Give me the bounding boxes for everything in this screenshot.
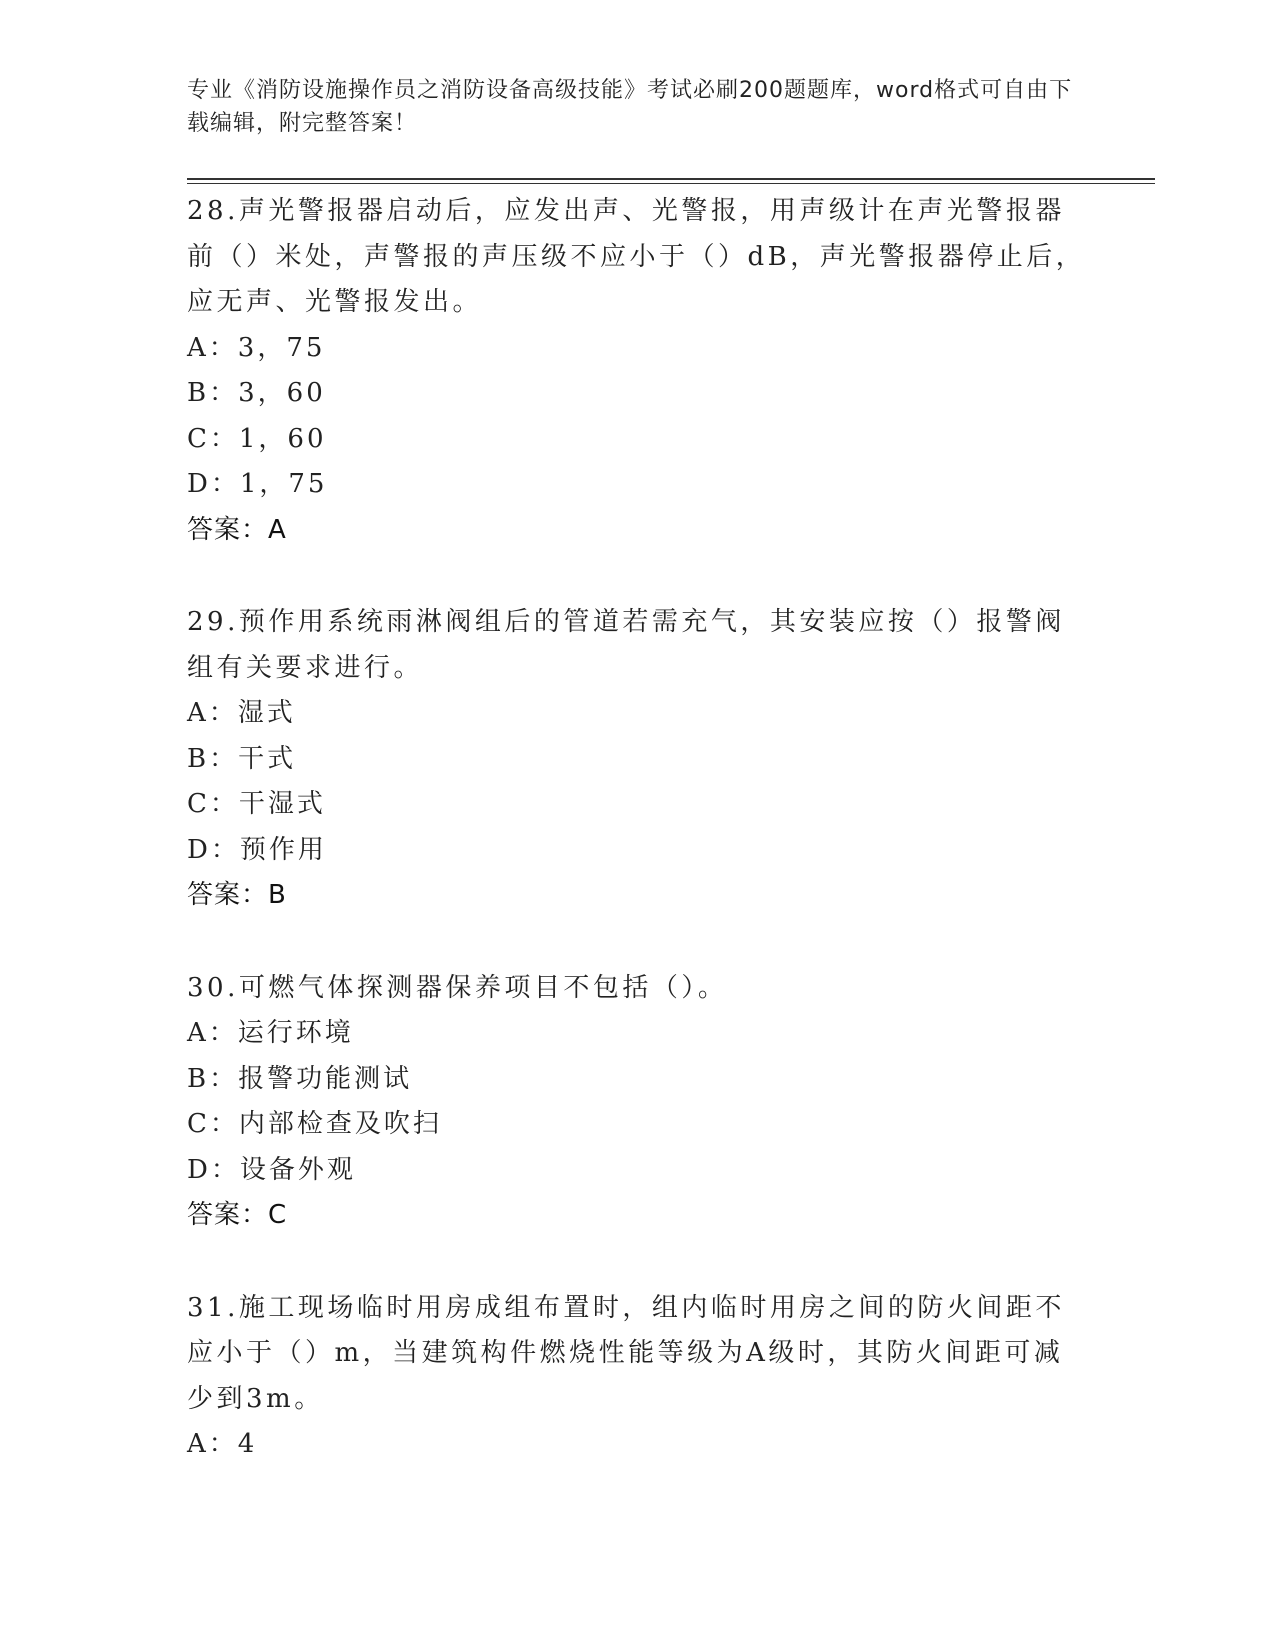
option-c: C：干湿式 <box>187 789 326 819</box>
answer: 答案：B <box>187 880 287 910</box>
option-a: A：3，75 <box>187 332 326 363</box>
option-d: D：1，75 <box>187 469 328 499</box>
option-c: C：1，60 <box>187 423 327 454</box>
question-text: 28.声光警报器启动后，应发出声、光警报，用声级计在声光警报器前（）米处，声警报的声压级不应小于（）dB，声光警报器停止后，应无声、光警报发出。 <box>187 196 1086 317</box>
question-30 <box>187 966 1087 1239</box>
header-note: 专业《消防设施操作员之消防设备高级技能》考试必刷200题题库，word格式可自由下载编辑，附完整答案！ <box>187 78 1073 136</box>
option-b: B：报警功能测试 <box>187 1063 413 1094</box>
question-text: 30.可燃气体探测器保养项目不包括（）。 <box>187 972 728 1003</box>
question-31 <box>187 1286 1087 1468</box>
question-29 <box>187 600 1087 919</box>
question-text: 31.施工现场临时用房成组布置时，组内临时用房之间的防火间距不应小于（）m，当建筑构件燃烧性能等级为A级时，其防火间距可减少到3m。 <box>187 1292 1065 1414</box>
option-c: C：内部检查及吹扫 <box>187 1109 442 1139</box>
option-a: A：运行环境 <box>187 1018 354 1048</box>
option-d: D：预作用 <box>187 834 327 865</box>
question-text: 29.预作用系统雨淋阀组后的管道若需充气，其安装应按（）报警阀组有关要求进行。 <box>187 607 1065 683</box>
header-rule-thin <box>187 183 1155 184</box>
option-a: A：湿式 <box>187 698 296 728</box>
question-list <box>187 189 1087 1515</box>
question-28 <box>187 189 1087 553</box>
document-page <box>187 0 1157 1650</box>
option-b: B：3，60 <box>187 378 326 408</box>
answer: 答案：A <box>187 514 287 545</box>
header-rule-thick <box>187 178 1155 180</box>
option-b: B：干式 <box>187 743 297 774</box>
option-d: D：设备外观 <box>187 1154 356 1185</box>
answer: 答案：C <box>187 1200 288 1230</box>
option-a: A：4 <box>187 1429 258 1459</box>
